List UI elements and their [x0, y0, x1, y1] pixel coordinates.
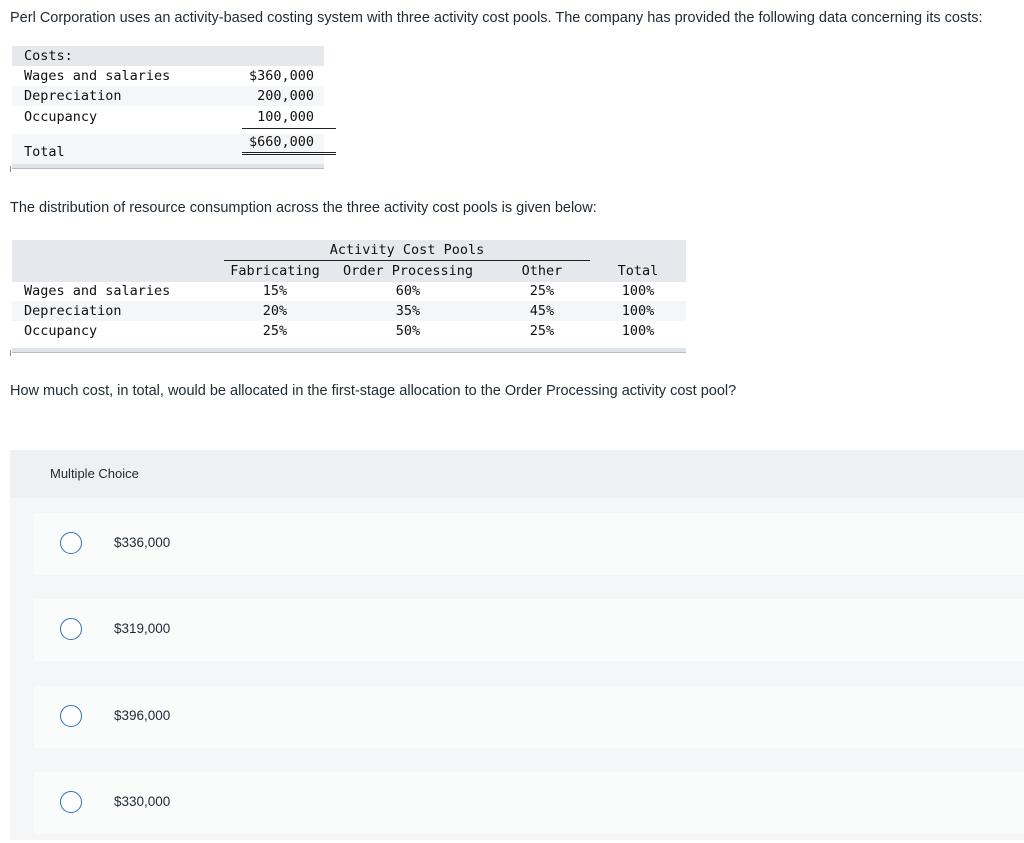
cost-label: Occupancy	[24, 109, 98, 125]
table-cell: 20%	[262, 303, 288, 319]
row-label: Depreciation	[24, 303, 122, 319]
cost-label: Wages and salaries	[24, 68, 171, 84]
row-label: Occupancy	[24, 323, 98, 339]
choice-label[interactable]: $396,000	[114, 708, 171, 723]
radio-button[interactable]	[60, 705, 82, 727]
radio-button[interactable]	[60, 532, 82, 554]
table-cell: 25%	[529, 323, 555, 339]
distribution-table	[12, 240, 686, 356]
table-row	[12, 86, 324, 106]
table-cell: 100%	[621, 283, 655, 299]
table-cell: 50%	[395, 323, 421, 339]
table-cell: 35%	[395, 303, 421, 319]
multiple-choice-title: Multiple Choice	[50, 466, 139, 481]
choice-option-1[interactable]	[34, 513, 1024, 575]
choice-option-2[interactable]	[34, 599, 1024, 661]
table-cell: 100%	[621, 303, 655, 319]
choice-label[interactable]: $330,000	[114, 794, 171, 809]
row-label: Wages and salaries	[24, 283, 171, 299]
column-header: Order Processing	[342, 263, 474, 279]
distribution-text: The distribution of resource consumption across the three activity cost pools is given below:	[10, 200, 597, 216]
table-cell: 45%	[529, 303, 555, 319]
total-row	[12, 134, 324, 164]
column-header: Total	[617, 263, 659, 279]
cost-label: Depreciation	[24, 88, 122, 104]
table-cell: 60%	[395, 283, 421, 299]
group-header: Activity Cost Pools	[329, 242, 485, 258]
table-cell: 15%	[262, 283, 288, 299]
column-header: Fabricating	[230, 263, 320, 279]
table-bottom-rule	[12, 164, 324, 169]
multiple-choice-header	[10, 450, 1024, 498]
table-bottom-rule	[12, 348, 686, 353]
radio-button[interactable]	[60, 618, 82, 640]
costs-header: Costs:	[24, 48, 73, 64]
question-text: How much cost, in total, would be allocated in the first-stage allocation to the Order Processing activity cost pool?	[10, 383, 737, 399]
multiple-choice-panel	[10, 450, 1024, 840]
table-corner-mark	[10, 166, 11, 172]
cost-amount: 100,000	[257, 109, 314, 125]
radio-button[interactable]	[60, 791, 82, 813]
table-cell: 25%	[529, 283, 555, 299]
total-double-rule	[242, 152, 336, 155]
table-row	[12, 66, 324, 86]
total-label: Total	[24, 144, 65, 160]
total-amount: $660,000	[248, 134, 314, 150]
subtotal-rule	[242, 128, 336, 129]
choice-label[interactable]: $336,000	[114, 535, 171, 550]
intro-text: Perl Corporation uses an activity-based costing system with three activity cost pools. The company has provided the following data concerning its costs:	[10, 10, 983, 26]
table-row	[12, 107, 324, 127]
cost-amount: 200,000	[257, 88, 314, 104]
column-header: Other	[521, 263, 563, 279]
table-cell: 100%	[621, 323, 655, 339]
choice-option-4[interactable]	[34, 772, 1024, 834]
choice-option-3[interactable]	[34, 686, 1024, 748]
table-cell: 25%	[262, 323, 288, 339]
costs-header-row	[12, 46, 324, 66]
choice-label[interactable]: $319,000	[114, 621, 171, 636]
cost-amount: $360,000	[248, 68, 314, 84]
table-corner-mark	[10, 350, 11, 356]
costs-table	[12, 46, 324, 172]
